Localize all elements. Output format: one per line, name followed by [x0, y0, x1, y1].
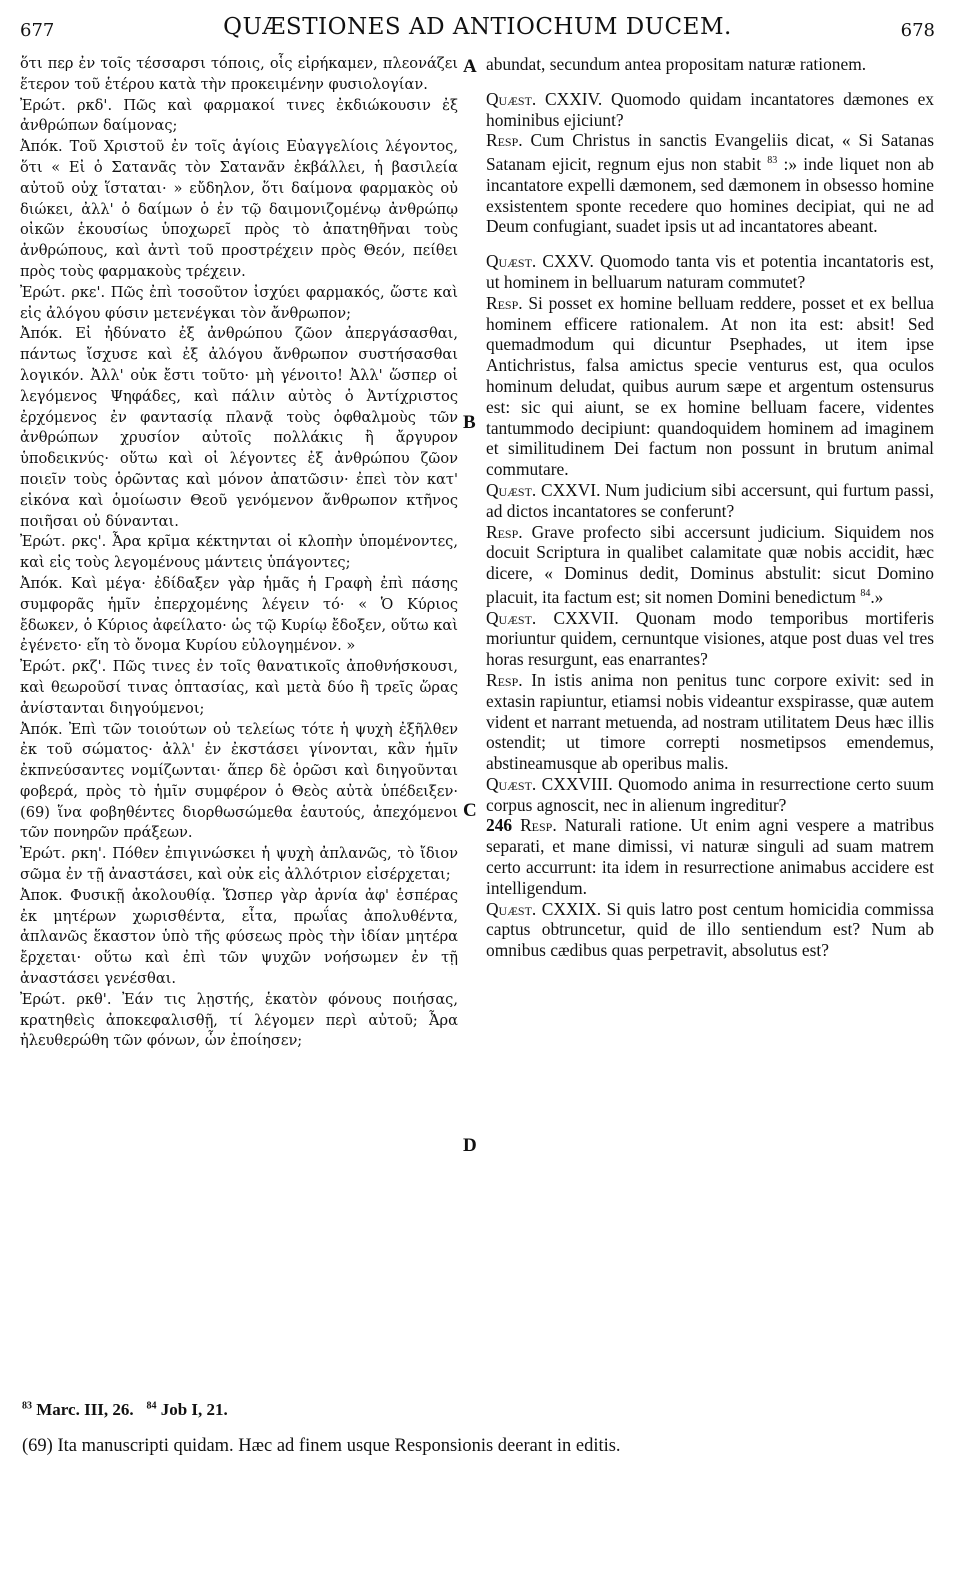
latin-answer-128: 246 Resp. Naturali ratione. Ut enim agni vespere a matribus separati, et mane dimissi, vi naturæ singuli ad suam matrem certo accurrunt: ita idem in resurrectione animabus accidere est intelligendum. [486, 815, 934, 898]
margin-letter-a: A [463, 56, 477, 77]
greek-question-125: Ἐρώτ. ρκε'. Πῶς ἐπὶ τοσοῦτον ἰσχύει φαρμακός, ὥστε καὶ εἰς ἀλόγου φύσιν μετενέγκαι τὸν ἄνθρωπον; [20, 283, 458, 322]
running-header [20, 14, 935, 44]
latin-answer-125: Resp. Si posset ex homine belluam reddere, posset et ex bellua hominem efficere rationalem. At non ita est: absit! Sed quemadmodum qui dicuntur Psephades, ut item ipse Antichristus, falsa amictus specie venturus est, qua oculos hominum deludat, quibus aurum sæpe et argentum ostensurus est: sic qui aiunt, se ex homine belluam facere, videntes tantummodo decipiunt: quandoquidem hominem ad imaginem et similitudinem Dei factum non possunt in brutum animal commutare. [486, 292, 934, 480]
greek-question-124: Ἐρώτ. ρκδ'. Πῶς καὶ φαρμακοί τινες ἐκδιώκουσιν ἐξ ἀνθρώπων δαίμονας; [20, 96, 458, 135]
latin-question-126: Quæst. CXXVI. Num judicium sibi accersunt, qui furtum passi, ad dictos incantatores se conferunt? [486, 479, 934, 521]
greek-intro: ὅτι περ ἐν τοῖς τέσσαρσι τόποις, οἷς εἰρήκαμεν, πλεονάζει ἕτερον τοῦ ἑτέρου κατὰ τὴν προκειμένην φυσιολογίαν. [20, 55, 458, 93]
greek-question-126: Ἐρώτ. ρκς'. Ἆρα κρῖμα κέκτηνται οἱ κλοπὴν ὑπομένοντες, καὶ εἰς τοὺς λεγομένους μάντεις ὑπάγοντες; [20, 533, 458, 572]
greek-question-127: Ἐρώτ. ρκζ'. Πῶς τινες ἐν τοῖς θανατικοῖς ἀποθνήσκουσι, καὶ θεωροῦσί τινας ὀπτασίας, καὶ μετὰ δύο ἢ τρεῖς ὥρας ἀνίστανται διηγούμενοι; [20, 658, 458, 717]
latin-answer-124: Resp. Cum Christus in sanctis Evangeliis dicat, « Si Satanas Satanam ejicit, regnum ejus non stabit $^{83}$ :» inde liquet non ab incantatore expelli dæmonem, sed dæmonem in obsesso homine exsistentem sponte recedere quo homines decipiat, qui ne ad Deum confugiant, suadet ipsis ut ad incantatores abeant. [486, 130, 934, 237]
bible-ref-83: Marc. III, 26. [36, 1400, 134, 1419]
bible-ref-84: Job I, 21. [160, 1400, 228, 1419]
latin-question-128: Quæst. CXXVIII. Quomodo anima in resurrectione certo suum corpus agnoscit, nec in alienum ingreditur? [486, 773, 934, 815]
latin-question-127: Quæst. CXXVII. Quonam modo temporibus mortiferis moriuntur quidem, cernuntque visiones, atque post duas vel tres horas resurgunt, eas enarrantes? [486, 607, 934, 670]
greek-answer-126: Ἀπόκ. Καὶ μέγα· ἐδίδαξεν γὰρ ἡμᾶς ἡ Γραφὴ ἐπὶ πάσης συμφορᾶς ἡμῖν ἐπερχομένης λέγειν τό· « Ὁ Κύριος ἔδωκεν, ὁ Κύριος ἀφείλατο· ὡς τῷ Κυρίῳ ἔδοξεν, οὕτω καὶ ἐγένετο· εἴη τὸ ὄνομα Κυρίου εὐλογημένον. » [20, 574, 458, 655]
greek-answer-125: Ἀπόκ. Εἰ ἠδύνατο ἐξ ἀνθρώπου ζῶον ἀπεργάσασθαι, πάντως ἴσχυσε καὶ ἐξ ἀλόγου ἄνθρωπον συστήσασθαι λογικόν. Ἀλλ' οὐκ ἔστι τοῦτο· μὴ γένοιτο! Ἀλλ' ὥσπερ οἱ λεγόμενος Ψηφάδες, καὶ πάλιν αὐτὸς ὁ Ἀντίχριστος ἐρχόμενος ἐν φαντασίᾳ πλανᾷ τοὺς ὀφθαλμοὺς τῶν ἀνθρώπων χρυσίον αὐτοῖς πολλάκις ἢ ἄργυρον ὑποδεικνύς· οὕτω καὶ οἱ λέγοντες ἐξ ἀνθρώπου ζῶον ποιεῖν τοὺς ὁρῶντας καὶ μόνον ἀπατῶσιν· ἐπεὶ τὸν κατ' εἰκόνα καὶ ὁμοίωσιν Θεοῦ γενόμενον ἄνθρωπον κτῆνος ποιῆσαι οὐ δύνανται. [20, 325, 458, 530]
footnote-ref-84: 84 [860, 587, 871, 599]
running-title: QUÆSTIONES AD ANTIOCHUM DUCEM. [223, 14, 732, 40]
margin-letter-c: C [463, 800, 477, 821]
latin-answer-127: Resp. In istis anima non penitus tunc corpore exivit: sed in extasin rapiuntur, etiamsi nobis videantur exspirasse, quæ autem vident et narrant metuenda, ad nostram utilitatem Deus hæc illis ostendit; ut timore correpti nosmetipsos emendemus, abstineamusque ab operibus malis. [486, 669, 934, 774]
footnotes [22, 1400, 932, 1457]
column-number: 246 [486, 815, 513, 836]
latin-question-124: Quæst. CXXIV. Quomodo quidam incantatores dæmones ex hominibus ejiciunt? [486, 88, 934, 130]
greek-answer-128: Ἀποκ. Φυσικῇ ἀκολουθίᾳ. Ὥσπερ γὰρ ἀρνία ἀφ' ἑσπέρας ἐκ μητέρων χωρισθέντα, εἶτα, πρωΐας ἀπολυθέντα, ἀπλανῶς ἕκαστον ὑπὸ τῆς φύσεως πρὸς τὴν ἰδίαν μητέρα ἔρχεται· οὕτω καὶ ἐπὶ τῶν ψυχῶν νοήσωμεν ἐν τῇ ἀναστάσει γενέσθαι. [20, 886, 458, 988]
page-number-right: 678 [900, 20, 935, 41]
greek-answer-127: Ἀπόκ. Ἐπὶ τῶν τοιούτων οὐ τελείως τότε ἡ ψυχὴ ἐξῆλθεν ἐκ τοῦ σώματος· ἀλλ' ἐν ἐκστάσει γίνονται, κἂν ἡμῖν ἐκπνεύσαντες νομίζωνται· ἅπερ δὲ ὁρῶσι καὶ διηγοῦνται φοβερά, πρὸς τὸ ἡμῖν συμφέρον ὁ Θεὸς αὐτὰ ὑπέδειξεν· (69) ἵνα φοβηθέντες διορθωσώμεθα ἑαυτούς, ἀπεχόμενοι τῶν πονηρῶν πράξεων. [20, 720, 458, 842]
latin-column [486, 54, 934, 961]
margin-letter-b: B [463, 412, 476, 433]
bible-references: $^{83}$ Marc. III, 26. $^{84}$ Job I, 21. [22, 1400, 228, 1419]
latin-intro: abundat, secundum antea propositam naturæ rationem. [486, 54, 867, 74]
latin-answer-126: Resp. Grave profecto sibi accersunt judicium. Siquidem nos docuit Scriptura in qualibet calamitate quæ nobis accidit, hæc dicere, « Dominus dedit, Dominus abstulit: sicut Domino placuit, ita factum est; sit nomen Domini benedictum $^{84}$.» [486, 521, 934, 607]
greek-answer-124: Ἀπόκ. Τοῦ Χριστοῦ ἐν τοῖς ἁγίοις Εὐαγγελίοις λέγοντος, ὅτι « Εἰ ὁ Σατανᾶς τὸν Σατανᾶν ἐκβάλλει, ἡ βασιλεία αὐτοῦ οὐχ ἵσταται· » εὔδηλον, ὅτι δαίμονα φαρμακὸς οὐ διώκει, ἀλλ' ὁ δαίμων ὁ ἐν τῷ δαιμονιζομένῳ ἀνθρώπῳ οἰκῶν ἑκουσίως ὑποχωρεῖ πρὸς τὸ ἀπατηθῆναι τοὺς ἀνθρώπους, καὶ ἀντὶ τοῦ προστρέχειν πρὸς Θεόν, πείθει πρὸς τοὺς φαρμακοὺς τρέχειν. [20, 138, 458, 280]
latin-question-129: Quæst. CXXIX. Si quis latro post centum homicidia commissa captus obtruncetur, quid de illo sentiendum est? Num ab omnibus cædibus quas perpetravit, absolutus est? [486, 898, 934, 961]
latin-question-125: Quæst. CXXV. Quomodo tanta vis et potentia incantatoris est, ut hominem in belluarum naturam commutet? [486, 251, 934, 292]
page-number-left: 677 [20, 20, 55, 41]
greek-question-128: Ἐρώτ. ρκη'. Πόθεν ἐπιγινώσκει ἡ ψυχὴ ἀπλανῶς, τὸ ἴδιον σῶμα ἐν τῇ ἀναστάσει, καὶ οὐκ εἰς ἀλλότριον εἰσέρχεται; [20, 845, 458, 884]
margin-letter-d: D [463, 1135, 477, 1156]
greek-column [20, 54, 458, 1052]
editorial-note-69: (69) Ita manuscripti quidam. Hæc ad finem usque Responsionis deerant in editis. [22, 1436, 621, 1456]
greek-question-129: Ἐρώτ. ρκθ'. Ἐάν τις λῃστής, ἑκατὸν φόνους ποιήσας, κρατηθεὶς ἀποκεφαλισθῇ, τί λέγομεν περὶ αὐτοῦ; Ἆρα ἠλευθερώθη τῶν φόνων, ὧν ἐποίησεν; [20, 990, 458, 1050]
footnote-ref-83: 83 [767, 155, 778, 167]
